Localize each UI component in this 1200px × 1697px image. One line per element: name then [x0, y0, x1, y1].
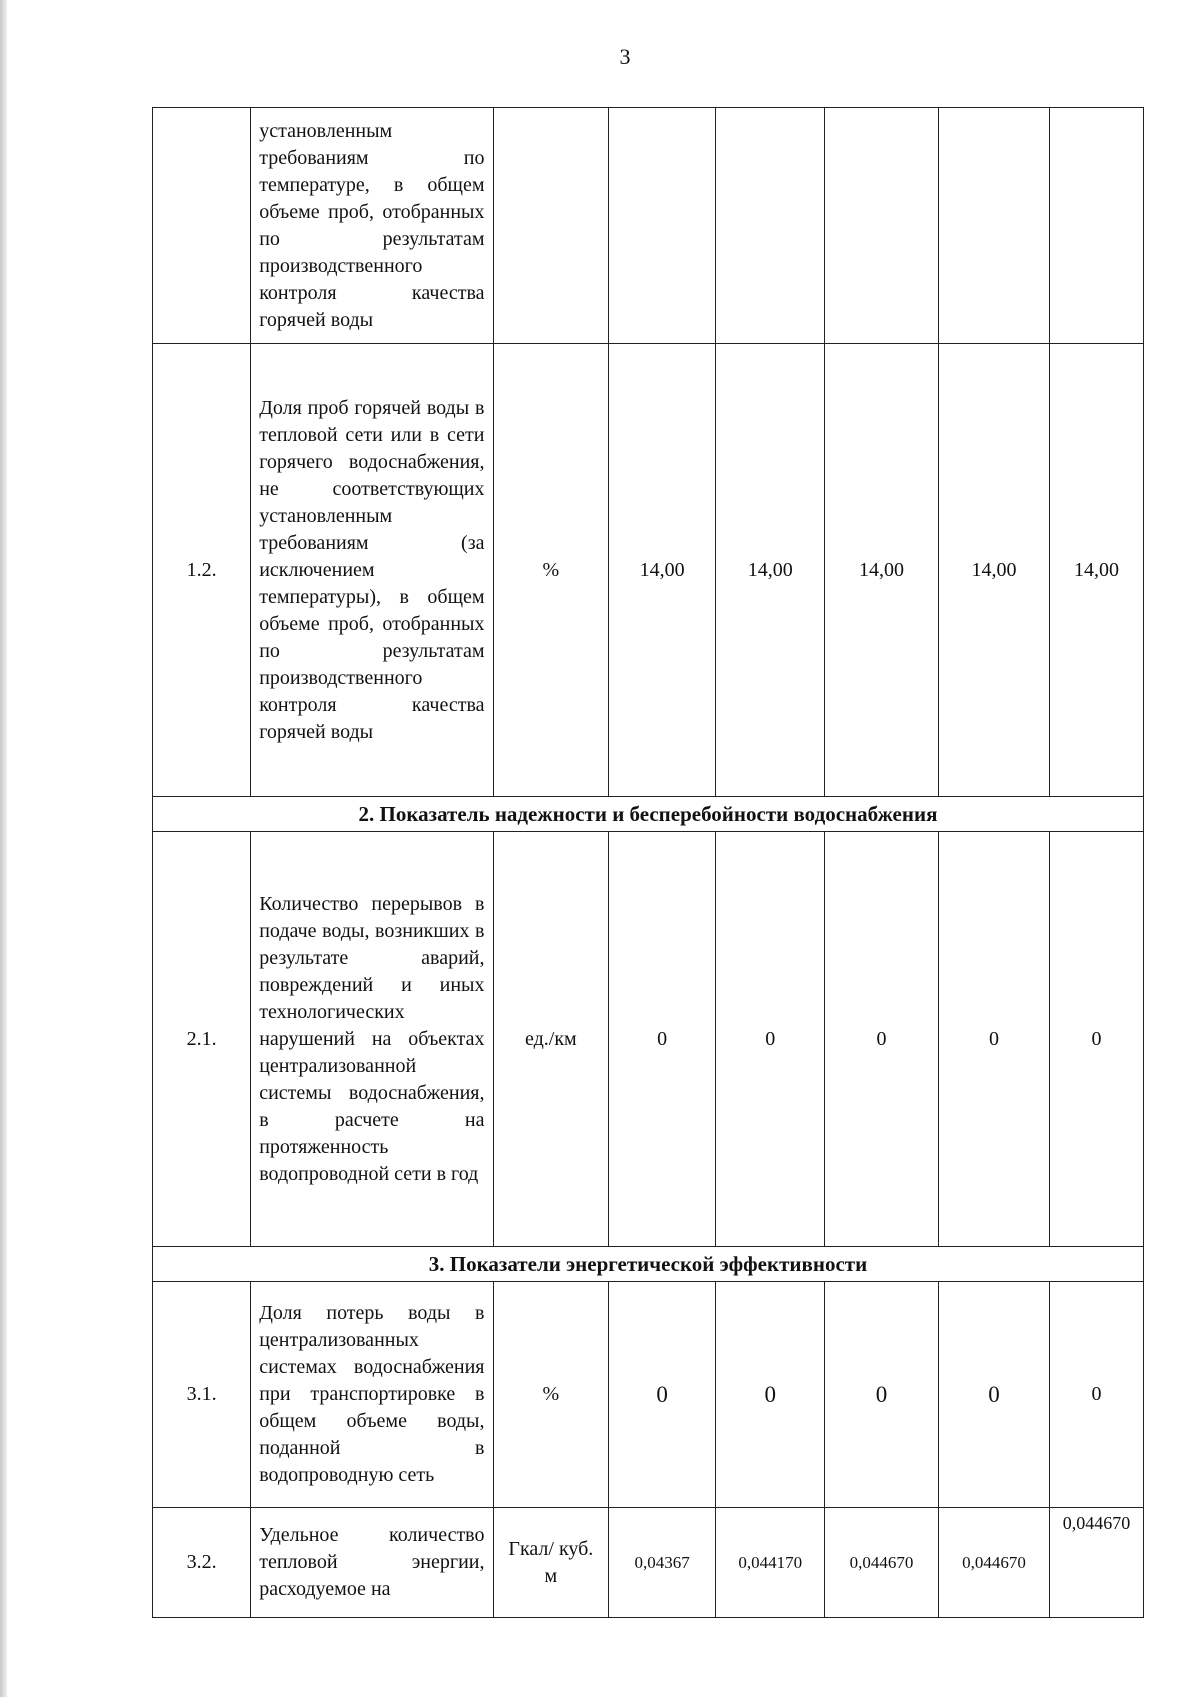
section-title: 3. Показатели энергетической эффективности: [153, 1247, 1144, 1282]
unit-cell: ед./км: [493, 832, 609, 1247]
value-cell: 0,044170: [716, 1508, 825, 1618]
value-cell: 0,044670: [938, 1508, 1049, 1618]
value-cell: 0: [716, 832, 825, 1247]
value-cell: [716, 108, 825, 344]
value-cell: 0: [938, 832, 1049, 1247]
value-cell: 0: [716, 1282, 825, 1508]
table-row: [153, 832, 1144, 1247]
section-title: 2. Показатель надежности и бесперебойности водоснабжения: [153, 797, 1144, 832]
value-cell: 14,00: [609, 344, 716, 797]
value-cell: [609, 108, 716, 344]
value-cell: 0: [1050, 1282, 1144, 1508]
unit-cell: %: [493, 1282, 609, 1508]
unit-cell: %: [493, 344, 609, 797]
value-cell: 0: [609, 1282, 716, 1508]
value-cell: 14,00: [716, 344, 825, 797]
indicator-description: Удельное количество тепловой энергии, расходуемое на: [251, 1508, 493, 1618]
indicator-description: Количество перерывов в подаче воды, возникших в результате аварий, повреждений и иных технологических нарушений на объектах централизованной системы водоснабжения, в расчете на протяженность водопроводной сети в год: [251, 832, 493, 1247]
unit-cell: [493, 108, 609, 344]
section-header-row: [153, 797, 1144, 832]
value-cell: 0: [1050, 832, 1144, 1247]
value-cell: 0: [825, 1282, 939, 1508]
row-number: 3.2.: [153, 1508, 251, 1618]
value-cell: 0: [609, 832, 716, 1247]
value-cell: 14,00: [825, 344, 939, 797]
indicator-description: Доля потерь воды в централизованных системах водоснабжения при транспортировке в общем объеме воды, поданной в водопроводную сеть: [251, 1282, 493, 1508]
value-cell: 14,00: [1050, 344, 1144, 797]
scan-left-edge: [0, 0, 7, 1697]
value-cell: 0,04367: [609, 1508, 716, 1618]
indicator-description: Доля проб горячей воды в тепловой сети или в сети горячего водоснабжения, не соответствующих установленным требованиям (за исключением температуры), в общем объеме проб, отобранных по результатам производственного контроля качества горячей воды: [251, 344, 493, 797]
row-number: 2.1.: [153, 832, 251, 1247]
section-header-row: [153, 1247, 1144, 1282]
value-cell: 0,044670: [1050, 1508, 1144, 1618]
value-cell: 0: [938, 1282, 1049, 1508]
row-number: 3.1.: [153, 1282, 251, 1508]
value-cell: [938, 108, 1049, 344]
value-cell: [1050, 108, 1144, 344]
row-number: [153, 108, 251, 344]
table-row: [153, 1282, 1144, 1508]
indicators-table: [152, 107, 1144, 1618]
value-cell: 0: [825, 832, 939, 1247]
table-row: [153, 1508, 1144, 1618]
indicator-description: установленным требованиям по температуре, в общем объеме проб, отобранных по результатам производственного контроля качества горячей воды: [251, 108, 493, 344]
table-row: [153, 108, 1144, 344]
value-cell: 0,044670: [825, 1508, 939, 1618]
value-cell: 14,00: [938, 344, 1049, 797]
table-row: [153, 344, 1144, 797]
row-number: 1.2.: [153, 344, 251, 797]
page-number: 3: [619, 44, 631, 69]
value-cell: [825, 108, 939, 344]
unit-cell: Гкал/ куб. м: [493, 1508, 609, 1618]
